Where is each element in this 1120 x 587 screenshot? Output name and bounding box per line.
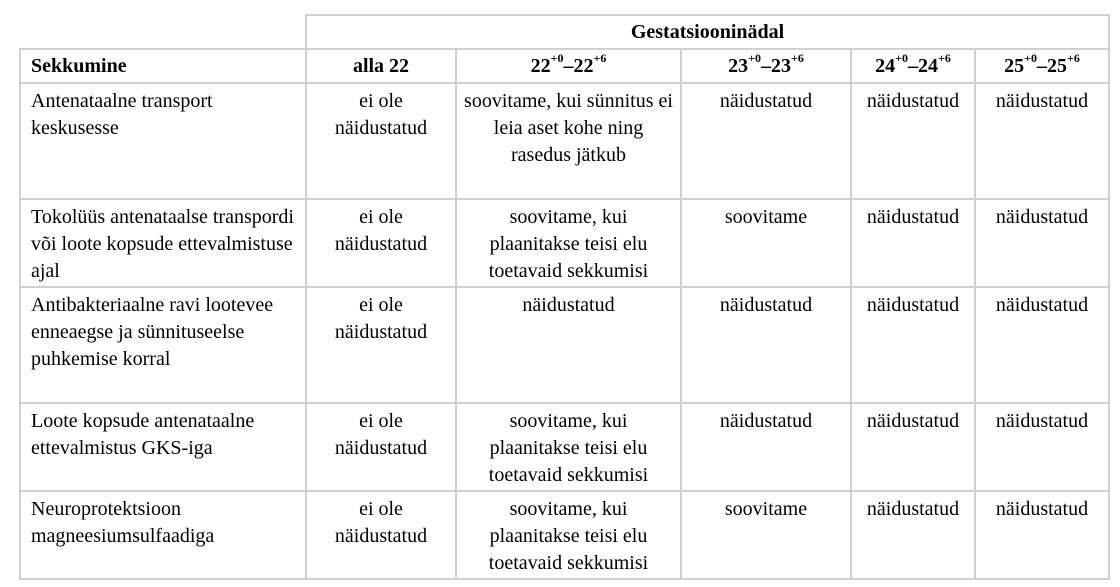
intervention-cell: Antibakteriaalne ravi lootevee enneaegse ja sünnituseelse puhkemise korral <box>20 287 306 403</box>
column-header-week-23: $23^{+0}-23^{+6}$ <box>681 49 851 83</box>
group-header-row <box>20 15 1109 49</box>
recommendation-cell: näidustatud <box>975 83 1109 199</box>
recommendation-cell: soovitame, kui sünnitus ei leia aset kohe ning rasedus jätkub <box>456 83 681 199</box>
empty-corner-cell <box>20 15 306 49</box>
recommendation-cell: soovitame <box>681 199 851 287</box>
table-row <box>20 287 1109 403</box>
recommendation-cell: näidustatud <box>456 287 681 403</box>
column-header-row <box>20 49 1109 83</box>
recommendation-cell: näidustatud <box>681 83 851 199</box>
recommendation-cell: näidustatud <box>851 403 975 491</box>
column-header-week-22: $22^{+0}-22^{+6}$ <box>456 49 681 83</box>
recommendation-cell: soovitame, kui plaanitakse teisi elu toetavaid sekkumisi <box>456 491 681 579</box>
column-header-under-22: alla 22 <box>306 49 456 83</box>
recommendation-cell: näidustatud <box>975 287 1109 403</box>
table-row <box>20 491 1109 579</box>
recommendation-cell: näidustatud <box>975 491 1109 579</box>
table-row <box>20 403 1109 491</box>
recommendation-cell: ei ole näidustatud <box>306 83 456 199</box>
intervention-cell: Antenataalne transport keskusesse <box>20 83 306 199</box>
column-header-week-25: $25^{+0}-25^{+6}$ <box>975 49 1109 83</box>
gestational-week-header: Gestatsiooninädal <box>306 15 1109 49</box>
intervention-cell: Loote kopsude antenataalne ettevalmistus GKS-iga <box>20 403 306 491</box>
recommendation-cell: soovitame <box>681 491 851 579</box>
recommendation-cell: näidustatud <box>975 403 1109 491</box>
recommendation-cell: soovitame, kui plaanitakse teisi elu toetavaid sekkumisi <box>456 199 681 287</box>
column-header-week-24: $24^{+0}-24^{+6}$ <box>851 49 975 83</box>
recommendation-cell: näidustatud <box>851 491 975 579</box>
gestational-interventions-table <box>19 14 1110 580</box>
recommendation-cell: näidustatud <box>851 83 975 199</box>
table-row <box>20 83 1109 199</box>
recommendation-cell: ei ole näidustatud <box>306 199 456 287</box>
recommendation-cell: näidustatud <box>681 287 851 403</box>
recommendation-cell: ei ole näidustatud <box>306 403 456 491</box>
recommendation-cell: näidustatud <box>681 403 851 491</box>
recommendation-cell: soovitame, kui plaanitakse teisi elu toetavaid sekkumisi <box>456 403 681 491</box>
column-header-intervention: Sekkumine <box>20 49 306 83</box>
recommendation-cell: näidustatud <box>975 199 1109 287</box>
recommendation-cell: ei ole näidustatud <box>306 491 456 579</box>
recommendation-cell: näidustatud <box>851 287 975 403</box>
table-row <box>20 199 1109 287</box>
recommendation-cell: näidustatud <box>851 199 975 287</box>
intervention-cell: Neuroprotektsioon magneesiumsulfaadiga <box>20 491 306 579</box>
recommendation-cell: ei ole näidustatud <box>306 287 456 403</box>
intervention-cell: Tokolüüs antenataalse transpordi või loote kopsude ettevalmistuse ajal <box>20 199 306 287</box>
